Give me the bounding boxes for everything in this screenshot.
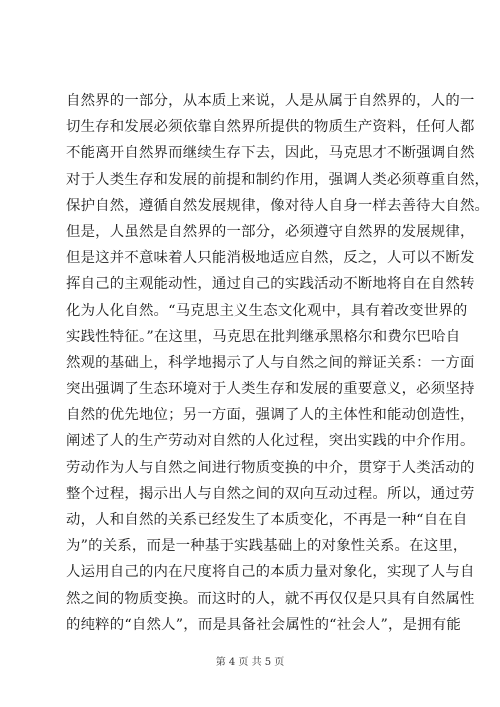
text-line: 劳动作为人与自然之间进行物质变换的中介，贯穿于人类活动的 xyxy=(66,459,475,476)
text-line: 整个过程，揭示出人与自然之间的双向互动过程。所以，通过劳 xyxy=(66,485,475,502)
text-line: 化为人化自然。“马克思主义生态文化观中，具有着改变世界的 xyxy=(66,302,468,319)
text-line: 保护自然，遵循自然发展规律，像对待人自身一样去善待大自然。 xyxy=(66,197,490,214)
text-line: 不能离开自然界而继续生存下去，因此，马克思才不断强调自然 xyxy=(66,145,475,162)
text-line: 但是，人虽然是自然界的一部分，必须遵守自然界的发展规律， xyxy=(66,223,475,240)
text-line: 然观的基础上，科学地揭示了人与自然之间的辩证关系：一方面 xyxy=(66,354,475,371)
text-line: 为”的关系，而是一种基于实践基础上的对象性关系。在这里， xyxy=(66,538,468,555)
text-line: 切生存和发展必须依靠自然界所提供的物质生产资料，任何人都 xyxy=(66,119,475,136)
text-line: 人运用自己的内在尺度将自己的本质力量对象化，实现了人与自 xyxy=(66,564,475,581)
text-line: 实践性特征。”在这里，马克思在批判继承黑格尔和费尔巴哈自 xyxy=(66,328,461,345)
text-line: 自然的优先地位；另一方面，强调了人的主体性和能动创造性， xyxy=(66,407,475,424)
text-line: 然之间的物质变换。而这时的人，就不再仅仅是只具有自然属性 xyxy=(66,590,475,607)
text-line: 但是这并不意味着人只能消极地适应自然，反之，人可以不断发 xyxy=(66,250,475,267)
body-paragraph xyxy=(66,88,490,638)
text-line: 自然界的一部分，从本质上来说，人是从属于自然界的，人的一 xyxy=(66,93,475,109)
text-line: 动，人和自然的关系已经发生了本质变化，不再是一种“自在自 xyxy=(66,512,468,528)
text-line: 的纯粹的“自然人”，而是具备社会属性的“社会人”，是拥有能 xyxy=(66,616,461,633)
text-line: 对于人类生存和发展的前提和制约作用，强调人类必须尊重自然， xyxy=(66,171,490,188)
text-line: 挥自己的主观能动性，通过自己的实践活动不断地将自在自然转 xyxy=(66,276,475,293)
page-number-footer: 第 4 页 共 5 页 xyxy=(215,657,285,668)
text-line: 突出强调了生态环境对于人类生存和发展的重要意义，必须坚持 xyxy=(66,381,475,398)
text-line: 阐述了人的生产劳动对自然的人化过程，突出实践的中介作用。 xyxy=(66,433,475,450)
